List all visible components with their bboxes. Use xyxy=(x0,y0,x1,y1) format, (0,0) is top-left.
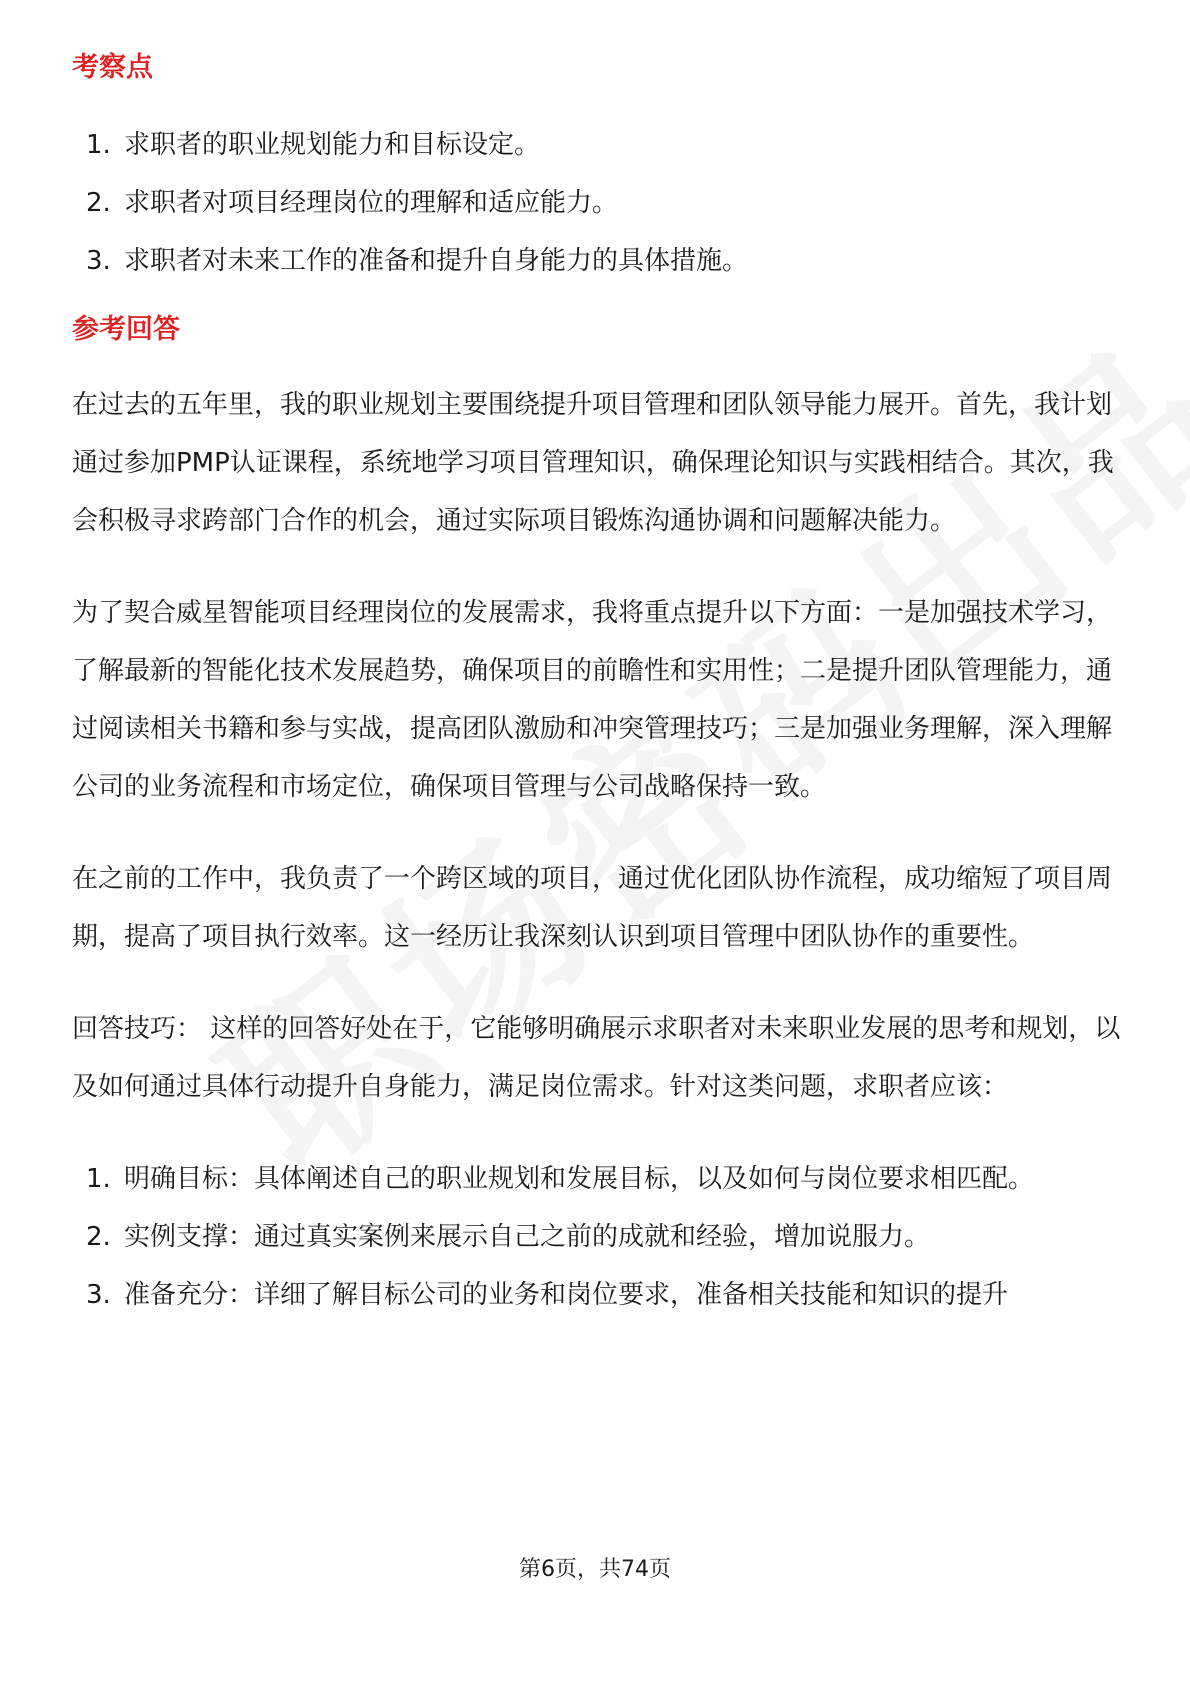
list-item xyxy=(72,1208,1122,1266)
page-footer xyxy=(0,1552,1190,1583)
list-item-text: 求职者对项目经理岗位的理解和适应能力。 xyxy=(124,188,619,218)
list-item-number: 3. xyxy=(86,1280,111,1310)
tips-list xyxy=(72,1150,1122,1324)
list-item-number: 3. xyxy=(86,246,111,276)
list-item-number: 2. xyxy=(86,1222,111,1252)
answer-paragraph-2: 为了契合威星智能项目经理岗位的发展需求，我将重点提升以下方面：一是加强技术学习，了解最新的智能化技术发展趋势，确保项目的前瞻性和实用性；二是提升团队管理能力，通过阅读相关书籍和参与实战，提高团队激励和冲突管理技巧；三是加强业务理解，深入理解公司的业务流程和市场定位，确保项目管理与公司战略保持一致。 xyxy=(72,598,1113,802)
list-item-number: 2. xyxy=(86,188,111,218)
answer-paragraph-1: 在过去的五年里，我的职业规划主要围绕提升项目管理和团队领导能力展开。首先，我计划通过参加PMP认证课程，系统地学习项目管理知识，确保理论知识与实践相结合。其次，我会积极寻求跨部门合作的机会，通过实际项目锻炼沟通协调和问题解决能力。 xyxy=(72,390,1114,536)
answer-tips-paragraph: 回答技巧： 这样的回答好处在于，它能够明确展示求职者对未来职业发展的思考和规划，以及如何通过具体行动提升自身能力，满足岗位需求。针对这类问题，求职者应该： xyxy=(72,1014,1121,1102)
list-item xyxy=(72,1150,1122,1208)
list-item xyxy=(72,1266,1122,1324)
section-heading-reference-answer: 参考回答 xyxy=(72,314,180,345)
list-item-number: 1. xyxy=(86,130,111,160)
section-heading-exam-points: 考察点 xyxy=(72,52,153,83)
list-item xyxy=(72,232,1122,290)
list-item xyxy=(72,174,1122,232)
list-item-text: 准备充分：详细了解目标公司的业务和岗位要求，准备相关技能和知识的提升 xyxy=(124,1280,1009,1310)
list-item-text: 明确目标：具体阐述自己的职业规划和发展目标，以及如何与岗位要求相匹配。 xyxy=(124,1164,1035,1194)
list-item-text: 求职者的职业规划能力和目标设定。 xyxy=(124,130,541,160)
list-item-text: 实例支撑：通过真实案例来展示自己之前的成就和经验，增加说服力。 xyxy=(124,1222,931,1252)
page-number-label: 第6页，共74页 xyxy=(519,1557,671,1582)
list-item-number: 1. xyxy=(86,1164,111,1194)
page-content xyxy=(72,38,1122,1324)
list-item xyxy=(72,116,1122,174)
exam-points-list xyxy=(72,116,1122,290)
list-item-text: 求职者对未来工作的准备和提升自身能力的具体措施。 xyxy=(124,246,749,276)
answer-paragraph-3: 在之前的工作中，我负责了一个跨区域的项目，通过优化团队协作流程，成功缩短了项目周期，提高了项目执行效率。这一经历让我深刻认识到项目管理中团队协作的重要性。 xyxy=(72,864,1113,952)
